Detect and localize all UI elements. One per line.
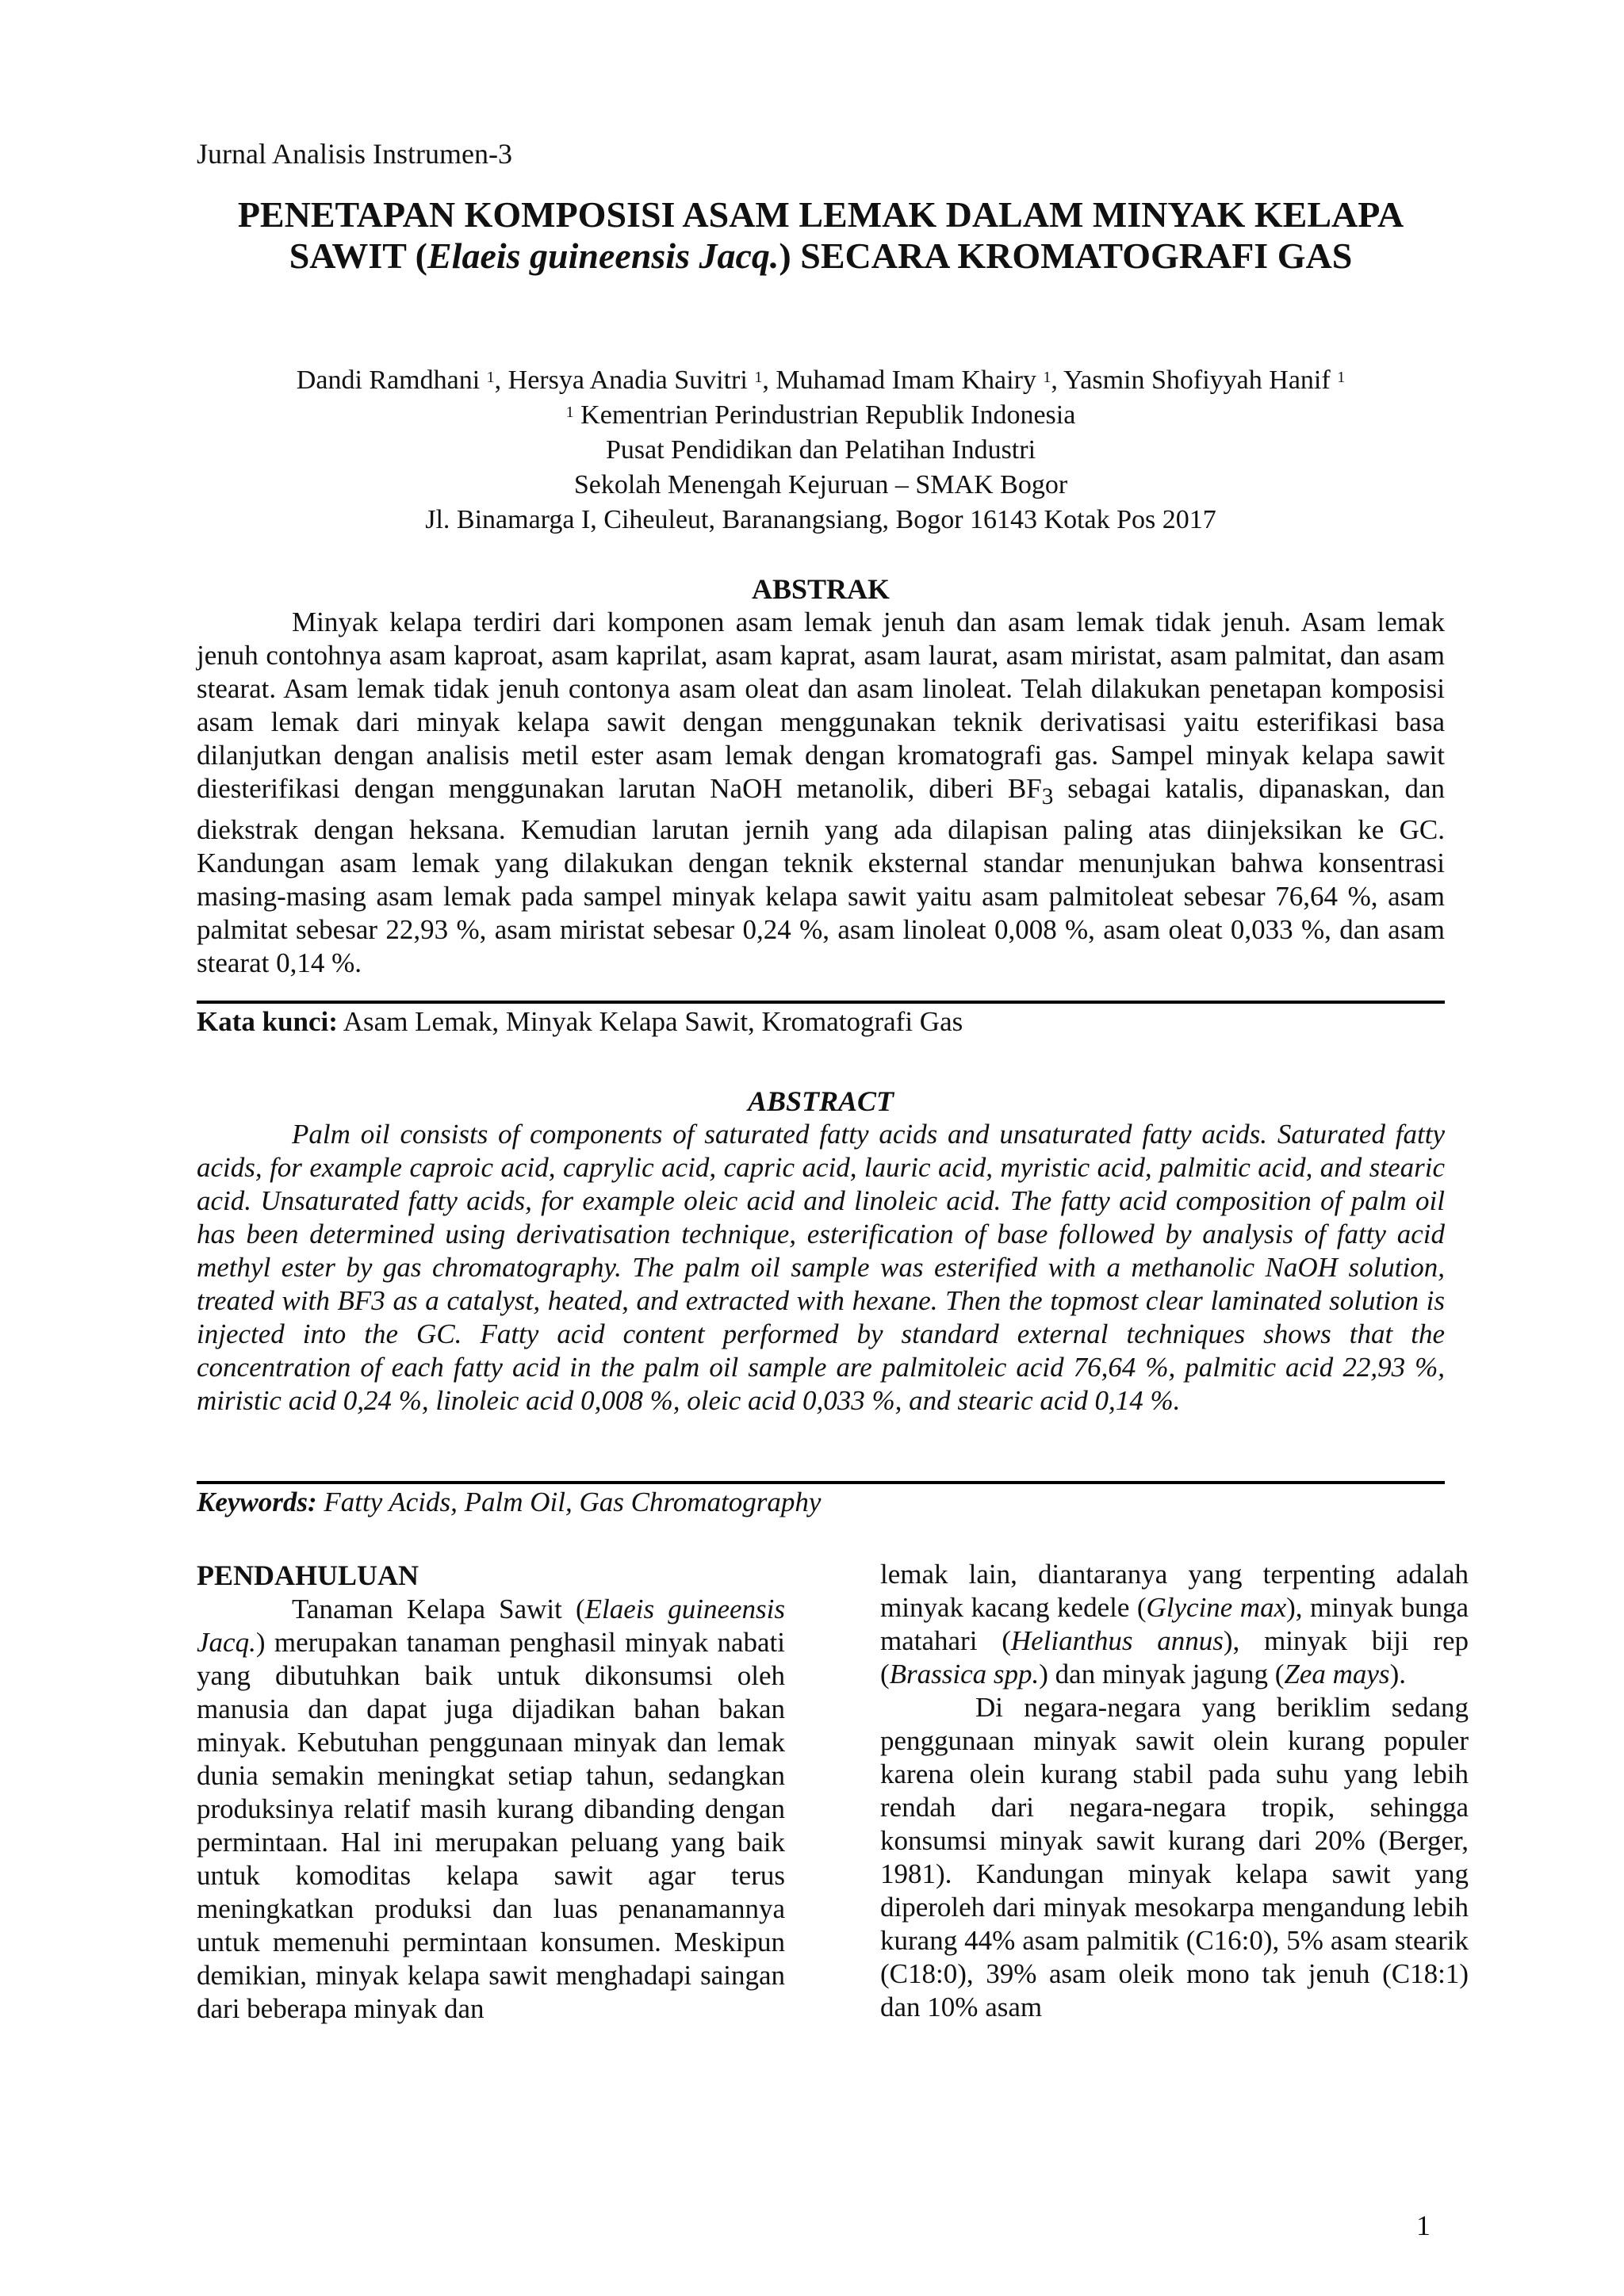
- intro-p1-species: Elaeis guineensis Jacq.: [197, 1594, 785, 1658]
- keywords-values: Fatty Acids, Palm Oil, Gas Chromatography: [316, 1487, 822, 1517]
- abstrak-text: [197, 606, 1445, 980]
- kata-kunci-label: Kata kunci:: [197, 1006, 338, 1037]
- keywords: [197, 1486, 1445, 1519]
- abstrak-subscript: 3: [1041, 784, 1054, 809]
- intro-paragraph-1: [197, 1593, 785, 2026]
- left-column: [197, 1558, 785, 2026]
- abstract-divider: [197, 1481, 1445, 1484]
- intro-r1-b: ), minyak bunga matahari (: [880, 1592, 1469, 1656]
- author-2-sup: 1: [754, 369, 763, 386]
- intro-p1-b: ) merupakan tanaman penghasil minyak nabati yang dibutuhkan baik untuk dikonsumsi oleh manusia dan dapat juga dijadikan bahan bakan minyak. Kebutuhan penggunaan minyak dan lemak dunia semakin meningkat setiap tahun, sedangkan produksinya relatif masih kurang dibanding dengan permintaan. Hal ini merupakan peluang yang baik untuk komoditas kelapa sawit agar terus meningkatkan produksi dan luas penanamannya untuk memenuhi permintaan konsumen. Meskipun demikian, minyak kelapa sawit menghadapi saingan dari beberapa minyak dan: [197, 1627, 785, 2024]
- affiliation-line: [197, 398, 1445, 433]
- intro-r1-zea: Zea mays: [1284, 1659, 1390, 1689]
- author-3: , Muhamad Imam Khairy: [762, 365, 1044, 395]
- kata-kunci-values: Asam Lemak, Minyak Kelapa Sawit, Kromatografi Gas: [337, 1006, 963, 1037]
- intro-r1-e: ).: [1389, 1659, 1406, 1689]
- section-heading-pendahuluan: PENDAHULUAN: [197, 1559, 419, 1591]
- intro-r1-helianthus: Helianthus annus: [1010, 1625, 1224, 1656]
- affiliation: Kementrian Perindustrian Republik Indonesia: [573, 400, 1076, 430]
- title-part2: ) SECARA KROMATOGRAFI GAS: [779, 235, 1353, 276]
- author-names: [197, 363, 1445, 398]
- journal-header: Jurnal Analisis Instrumen-3: [197, 138, 512, 170]
- address-line: Jl. Binamarga I, Ciheuleut, Baranangsiang, Bogor 16143 Kotak Pos 2017: [425, 505, 1216, 534]
- intro-paragraph-1-cont: [880, 1558, 1469, 1691]
- abstrak-heading: ABSTRAK: [751, 573, 891, 605]
- intro-r1-c: ), minyak biji rep (: [880, 1625, 1469, 1689]
- affiliation-line-2: Pusat Pendidikan dan Pelatihan Industri: [605, 435, 1036, 465]
- intro-r1-a: lemak lain, diantaranya yang terpenting adalah minyak kacang kedele (: [880, 1559, 1469, 1623]
- author-4: , Yasmin Shofiyyah Hanif: [1051, 365, 1338, 395]
- kata-kunci: [197, 1005, 1445, 1039]
- paper-title: [197, 194, 1445, 277]
- right-column: [880, 1558, 1469, 2024]
- intro-r1-brassica: Brassica spp.: [889, 1659, 1040, 1689]
- page-number: 1: [1416, 2210, 1431, 2241]
- intro-p1-a: Tanaman Kelapa Sawit (: [292, 1594, 585, 1624]
- title-part1: PENETAPAN KOMPOSISI ASAM LEMAK DALAM MINYAK KELAPA SAWIT (: [237, 194, 1404, 276]
- abstrak-divider: [197, 1001, 1445, 1004]
- affiliation-sup: 1: [565, 404, 574, 421]
- title-species: Elaeis guineensis Jacq.: [427, 235, 779, 276]
- author-block: [197, 363, 1445, 538]
- keywords-label: Keywords:: [197, 1487, 317, 1517]
- abstrak-text-part2: sebagai katalis, dipanaskan, dan diekstrak dengan heksana. Kemudian larutan jernih yang ada dilapisan paling atas diinjeksikan ke GC. Kandungan asam lemak yang dilakukan dengan teknik eksternal standar menunjukan bahwa konsentrasi masing-masing asam lemak pada sampel minyak kelapa sawit yaitu asam palmitoleat sebesar 76,64 %, asam palmitat sebesar 22,93 %, asam miristat sebesar 0,24 %, asam linoleat 0,008 %, asam oleat 0,033 %, dan asam stearat 0,14 %.: [197, 773, 1446, 978]
- abstract-text: Palm oil consists of components of saturated fatty acids and unsaturated fatty acids. Saturated fatty acids, for example caproic acid, caprylic acid, capric acid, lauric acid, myristic acid, palmitic acid, and stearic acid. Unsaturated fatty acids, for example oleic acid and linoleic acid. The fatty acid composition of palm oil has been determined using derivatisation technique, esterification of base followed by analysis of fatty acid methyl ester by gas chromatography. The palm oil sample was esterified with a methanolic NaOH solution, treated with BF3 as a catalyst, heated, and extracted with hexane. Then the topmost clear laminated solution is injected into the GC. Fatty acid content performed by standard external techniques shows that the concentration of each fatty acid in the palm oil sample are palmitoleic acid 76,64 %, palmitic acid 22,93 %, miristic acid 0,24 %, linoleic acid 0,008 %, oleic acid 0,033 %, and stearic acid 0,14 %.: [197, 1119, 1445, 1416]
- intro-r1-glycine: Glycine max: [1146, 1592, 1287, 1623]
- author-1-sup: 1: [486, 369, 495, 386]
- author-3-sup: 1: [1043, 369, 1051, 386]
- author-1: Dandi Ramdhani: [296, 365, 487, 395]
- intro-paragraph-2: Di negara-negara yang beriklim sedang penggunaan minyak sawit olein kurang populer karena olein kurang stabil pada suhu yang lebih rendah dari negara-negara tropik, sehingga konsumsi minyak sawit kurang dari 20% (Berger, 1981). Kandungan minyak kelapa sawit yang diperoleh dari minyak mesokarpa mengandung lebih kurang 44% asam palmitik (C16:0), 5% asam stearik (C18:0), 39% asam oleik mono tak jenuh (C18:1) dan 10% asam: [880, 1692, 1469, 2022]
- author-4-sup: 1: [1337, 369, 1346, 386]
- intro-r1-d: ) dan minyak jagung (: [1039, 1659, 1285, 1689]
- abstrak-text-part1: Minyak kelapa terdiri dari komponen asam lemak jenuh dan asam lemak tidak jenuh. Asam lemak jenuh contohnya asam kaproat, asam kaprilat, asam kaprat, asam laurat, asam miristat, asam palmitat, dan asam stearat. Asam lemak tidak jenuh contonya asam oleat dan asam linoleat. Telah dilakukan penetapan komposisi asam lemak dari minyak kelapa sawit dengan menggunakan teknik derivatisasi yaitu esterifikasi basa dilanjutkan dengan analisis metil ester asam lemak dengan kromatografi gas. Sampel minyak kelapa sawit diesterifikasi dengan menggunakan larutan NaOH metanolik, diberi BF: [197, 607, 1445, 804]
- affiliation-line-3: Sekolah Menengah Kejuruan – SMAK Bogor: [573, 470, 1068, 499]
- author-2: , Hersya Anadia Suvitri: [494, 365, 755, 395]
- abstract-heading: ABSTRACT: [747, 1085, 894, 1117]
